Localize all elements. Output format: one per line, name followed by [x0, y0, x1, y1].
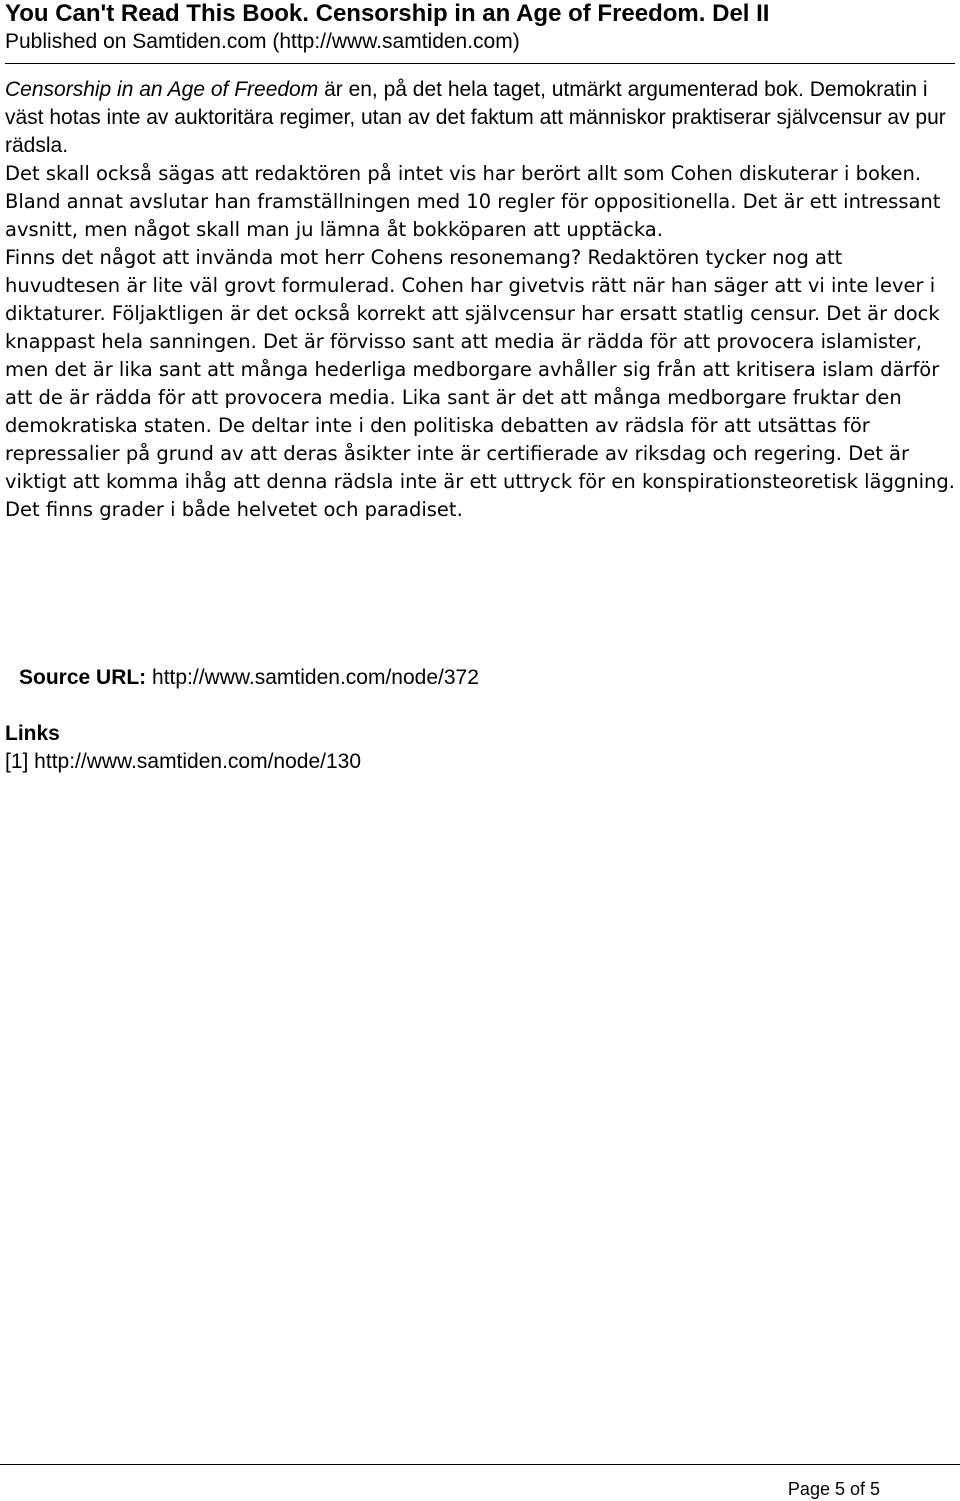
lead-paragraph	[5, 76, 955, 160]
body-paragraph: Finns det något att invända mot herr Cohens resonemang? Redaktören tycker nog att huvudtesen är lite väl grovt formulerad. Cohen har givetvis rätt när han säger att vi inte lever i diktaturer. Följaktligen är det också korrekt att självcensur har ersatt statlig censur. Det är dock knappast hela sanningen. Det är förvisso sant att media är rädda för att provocera islamister, men det är lika sant att många hederliga medborgare avhåller sig från att kritisera islam därför att de är rädda för att provocera media. Lika sant är det att många medborgare fruktar den demokratiska staten. De deltar inte i den politiska debatten av rädsla för att utsättas för repressalier på grund av att deras åsikter inte är certifierade av riksdag och regering. Det är viktigt att komma ihåg att denna rädsla inte är ett uttryck för en konspirationsteoretisk läggning. Det finns grader i både helvetet och paradiset.	[5, 246, 955, 521]
source-url-link[interactable]: http://www.samtiden.com/node/372	[152, 666, 479, 689]
lead-text: är en, på det hela taget, utmärkt argumenterad bok. Demokratin i väst hotas inte av auktoritära regimer, utan av det faktum att människor praktiserar självcensur av pur rädsla.	[5, 78, 946, 157]
source-url-label: Source URL:	[19, 666, 147, 689]
page-header	[5, 0, 955, 64]
published-line: Published on Samtiden.com (http://www.samtiden.com)	[5, 30, 520, 53]
links-heading: Links	[5, 722, 60, 745]
source-url	[19, 664, 479, 692]
body-paragraph: Det skall också sägas att redaktören på intet vis har berört allt som Cohen diskuterar i boken. Bland annat avslutar han framställningen med 10 regler för oppositionella. Det är ett intressant avsnitt, men något skall man ju lämna åt bokköparen att upptäcka.	[5, 162, 941, 241]
links-section	[5, 720, 361, 776]
article-body	[5, 160, 955, 524]
page-footer	[0, 1464, 960, 1499]
page-number: Page 5 of 5	[787, 1479, 880, 1499]
document-title: You Can't Read This Book. Censorship in an Age of Freedom. Del II	[5, 0, 770, 27]
book-title: Censorship in an Age of Freedom	[5, 78, 319, 101]
link-item[interactable]: [1] http://www.samtiden.com/node/130	[5, 750, 362, 773]
